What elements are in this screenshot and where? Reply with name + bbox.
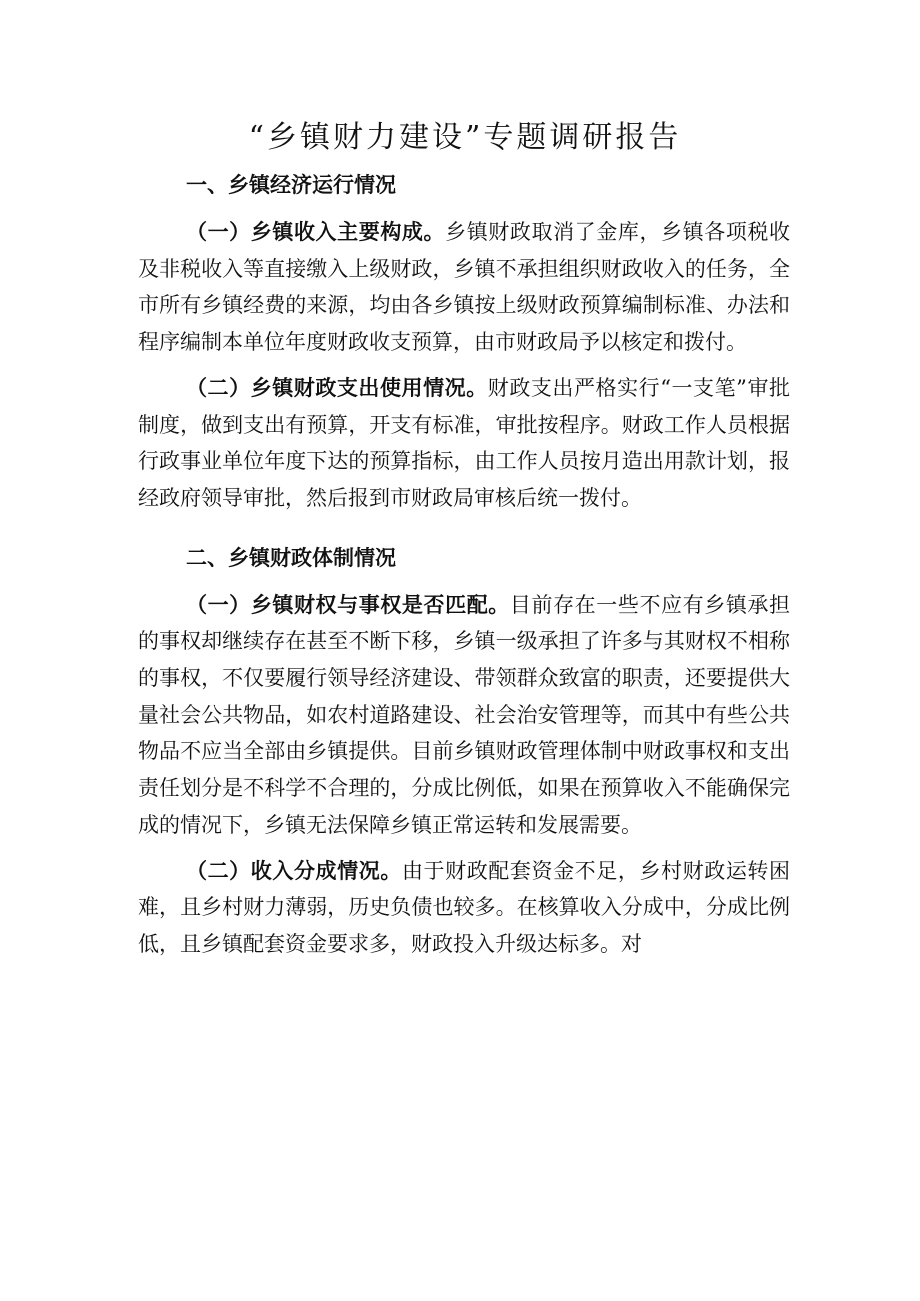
spacer: [0, 361, 920, 370]
paragraph-lead: （一）乡镇收入主要构成。: [186, 220, 446, 244]
spacer: [0, 844, 920, 853]
paragraph-text: 乡镇财政取消了金库，乡镇各项税收及非税收入等直接缴入上级财政，乡镇不承担组织财政收入的任务，全市所有乡镇经费的来源，均由各乡镇按上级财政预算编制标准、办法和程序编制本单位年度财政收支预算，由市财政局予以核定和拨付。: [138, 220, 791, 355]
spacer: [0, 517, 920, 539]
paragraph-text: 财政支出严格实行“一支笔”审批制度，做到支出有预算，开支有标准，审批按程序。财政工作人员根据行政事业单位年度下达的预算指标，由工作人员按月造出用款计划，报经政府领导审批，然后报到市财政局审核后统一拨付。: [138, 375, 790, 510]
paragraph-income-composition: [138, 214, 790, 361]
paragraph-powers-match: [138, 587, 790, 844]
section-heading-1: 一、乡镇经济运行情况: [186, 173, 396, 197]
paragraph-lead: （一）乡镇财权与事权是否匹配。: [186, 592, 510, 617]
spacer: [0, 577, 920, 587]
paragraph-text: 目前存在一些不应有乡镇承担的事权却继续存在甚至不断下移，乡镇一级承担了许多与其财权不相称的事权，不仅要履行领导经济建设、带领群众致富的职责，还要提供大量社会公共物品，如农村道路建设、社会治安管理等，而其中有些公共物品不应当全部由乡镇提供。目前乡镇财政管理体制中财政事权和支出责任划分是不科学不合理的，分成比例低，如果在预算收入不能确保完成的情况下，乡镇无法保障乡镇正常运转和发展需要。: [138, 592, 791, 837]
paragraph-lead: （二）乡镇财政支出使用情况。: [186, 375, 488, 400]
spacer: [0, 204, 920, 214]
paragraph-revenue-sharing: [138, 853, 790, 963]
document-title: “乡镇财力建设”专题调研报告: [248, 120, 682, 155]
section-heading-2: 二、乡镇财政体制情况: [186, 545, 396, 570]
paragraph-lead: （二）收入分成情况。: [186, 858, 402, 883]
paragraph-expenditure-usage: [138, 370, 790, 517]
paragraph-text: 由于财政配套资金不足，乡村财政运转困难，且乡村财力薄弱，历史负债也较多。在核算收入分成中，分成比例低，且乡镇配套资金要求多，财政投入升级达标多。对: [138, 858, 791, 956]
